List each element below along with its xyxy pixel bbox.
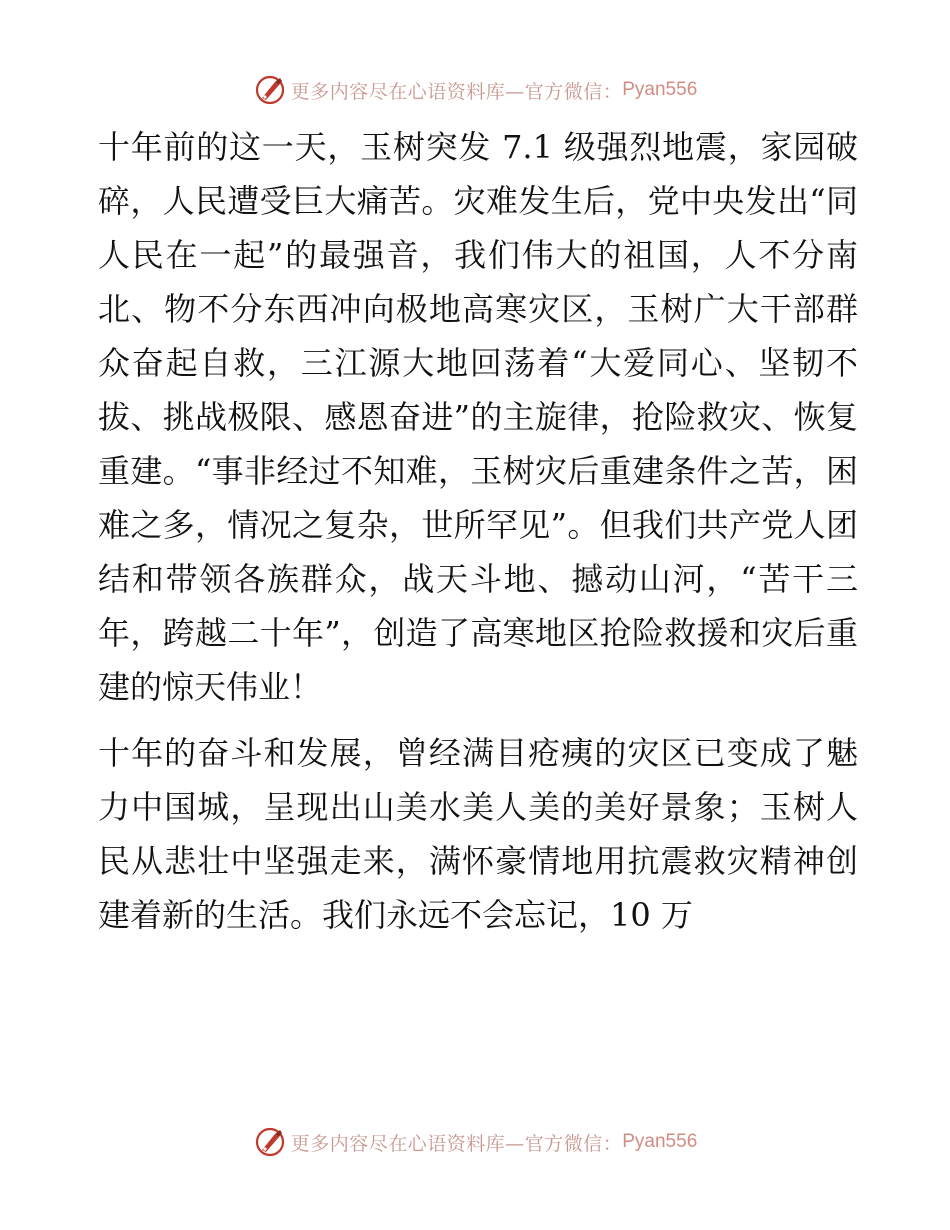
banner-text: 更多内容尽在心语资料库—官方微信： (290, 80, 623, 103)
paragraph-1: 十年前的这一天，玉树突发 7.1 级强烈地震，家园破碎，人民遭受巨大痛苦。灾难发生后，党中央发出“同人民在一起”的最强音，我们伟大的祖国，人不分南北、物不分东西冲向极地高寒灾区，玉树广大干部群众奋起自救，三江源大地回荡着“大爱同心、坚韧不拔、挑战极限、感恩奋进”的主旋律，抢险救灾、恢复重建。“事非经过不知难，玉树灾后重建条件之苦，困难之多，情况之复杂，世所罕见”。但我们共产党人团结和带领各族群众，战天斗地、撼动山河，“苦干三年，跨越二十年”，创造了高寒地区抢险救援和灾后重建的惊天伟业！ (98, 128, 858, 706)
header-banner (0, 70, 950, 110)
wechat-id: Pyan556 (622, 1131, 698, 1152)
article-body (98, 120, 858, 942)
pen-nib-circle-icon (253, 1125, 287, 1159)
pen-nib-circle-icon (253, 73, 287, 107)
footer-banner (0, 1122, 950, 1162)
wechat-id: Pyan556 (622, 79, 698, 100)
paragraph-2: 十年的奋斗和发展，曾经满目疮痍的灾区已变成了魅力中国城，呈现出山美水美人美的美好景象；玉树人民从悲壮中坚强走来，满怀豪情地用抗震救灾精神创建着新的生活。我们永远不会忘记，10 万 (98, 734, 858, 934)
banner-text: 更多内容尽在心语资料库—官方微信： (290, 1132, 623, 1155)
